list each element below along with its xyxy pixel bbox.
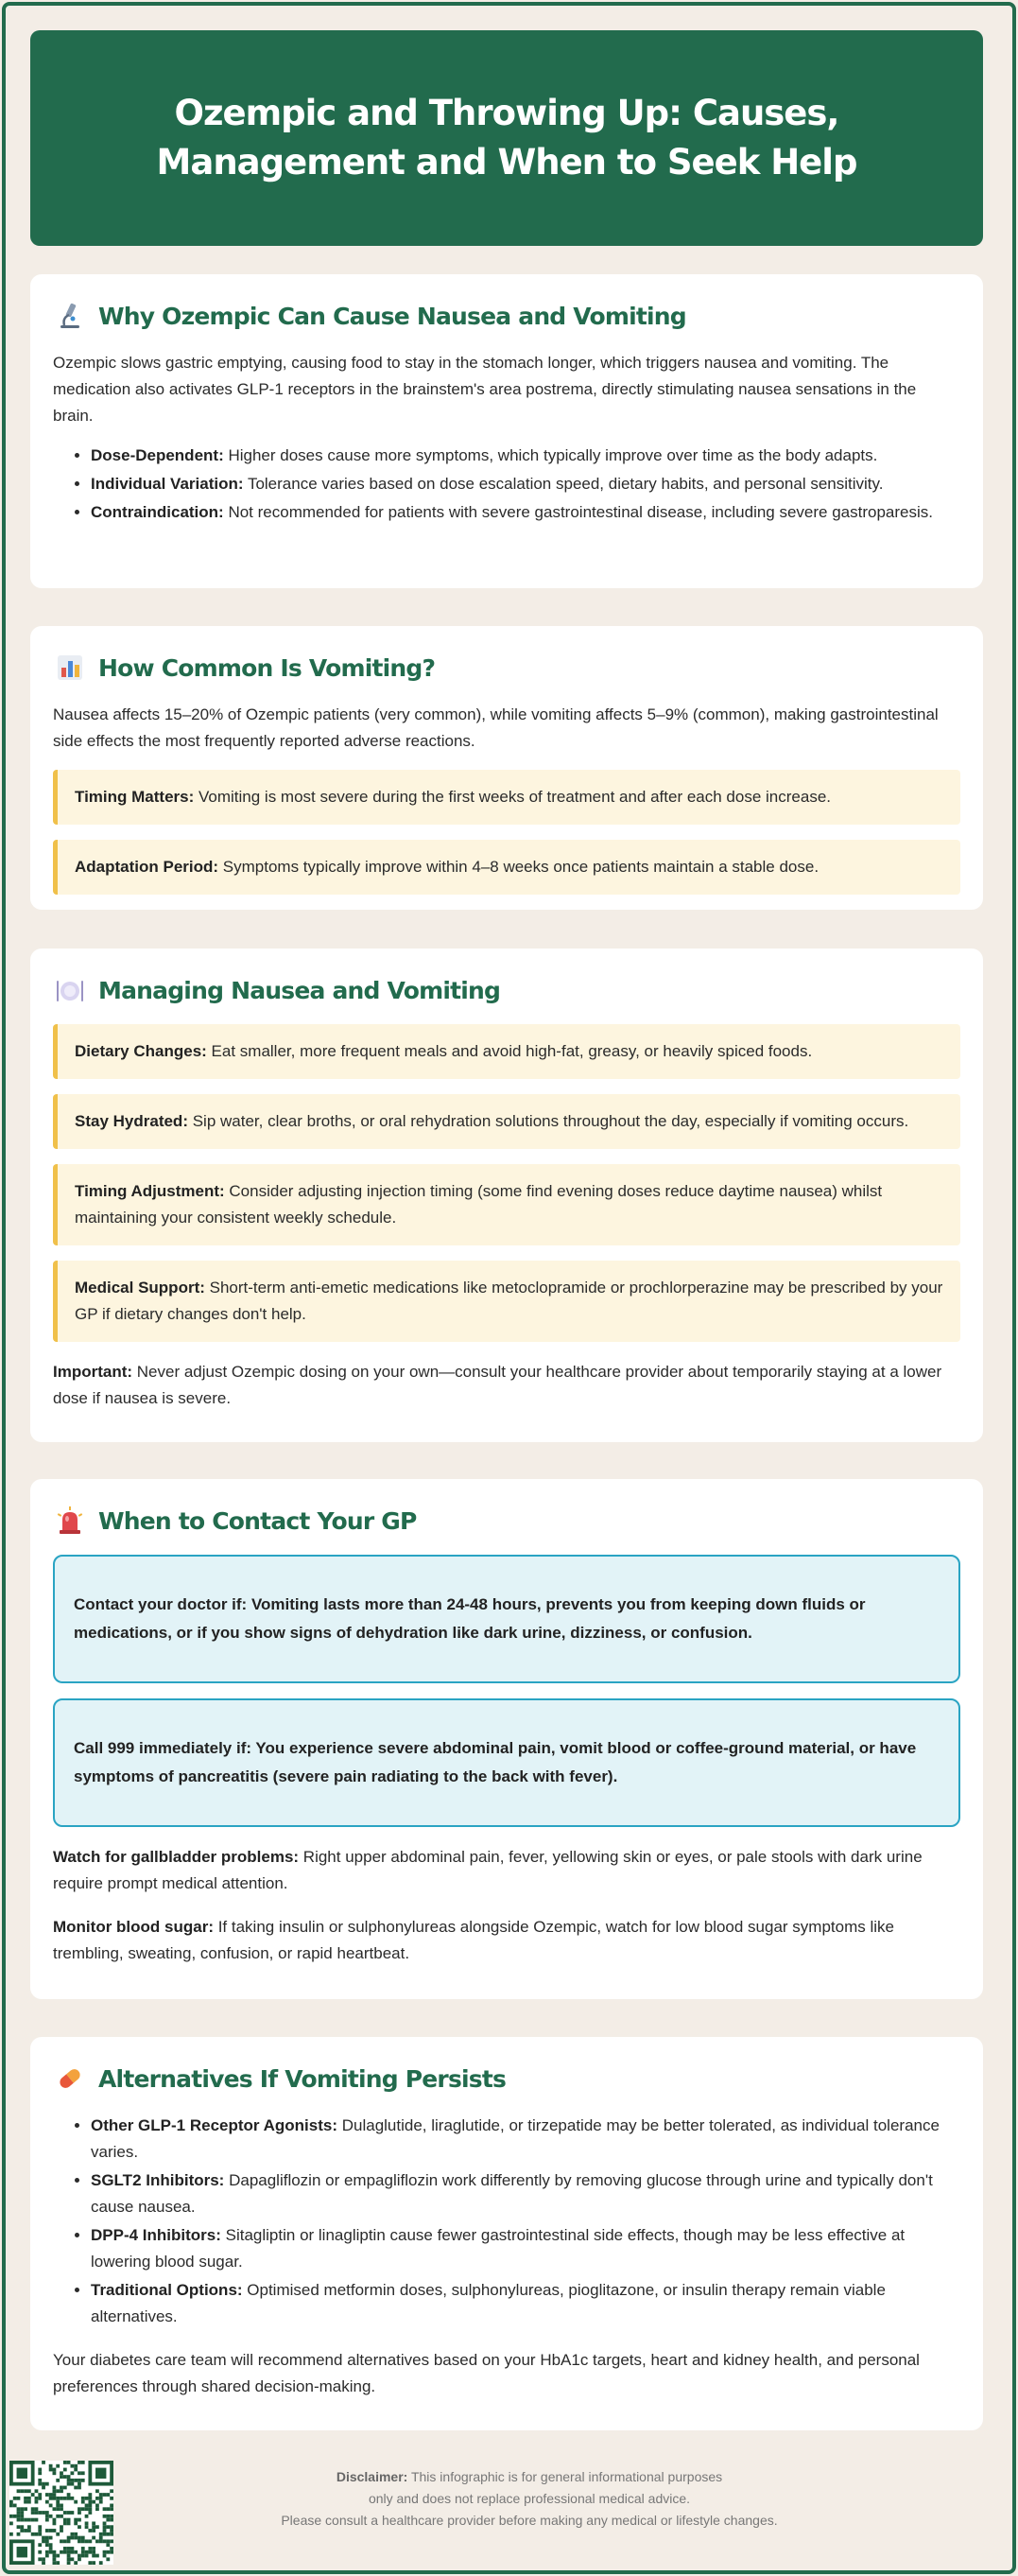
callout-note: Timing Adjustment: Consider adjusting injection timing (some find evening doses reduce daytime nausea) whilst maintaining your consistent weekly schedule. <box>53 1164 960 1245</box>
section-title: Alternatives If Vomiting Persists <box>98 2064 507 2093</box>
section-intro: Ozempic slows gastric emptying, causing food to stay in the stomach longer, which triggers nausea and vomiting. The medication also activates GLP-1 receptors in the brainstem's area postrema, directly stimulating nausea sensations in the brain. <box>53 354 917 425</box>
callout-note: Timing Matters: Vomiting is most severe during the first weeks of treatment and after each dose increase. <box>53 770 960 825</box>
bullet-list <box>53 443 960 526</box>
section-frequency <box>30 626 983 910</box>
section-management <box>30 949 983 1442</box>
section-title: When to Contact Your GP <box>98 1506 417 1535</box>
pill-icon <box>53 2062 87 2096</box>
qr-code-icon[interactable] <box>9 2461 113 2565</box>
callout-note: Dietary Changes: Eat smaller, more frequent meals and avoid high-fat, greasy, or heavily spiced foods. <box>53 1024 960 1079</box>
list-item: • Individual Variation: Tolerance varies based on dose escalation speed, dietary habits, and personal sensitivity. <box>91 471 960 497</box>
section-title: Managing Nausea and Vomiting <box>98 976 501 1004</box>
list-item: • Contraindication: Not recommended for patients with severe gastrointestinal disease, including severe gastroparesis. <box>91 499 960 526</box>
list-item: • SGLT2 Inhibitors: Dapagliflozin or empagliflozin work differently by removing glucose through urine and typically don't cause nausea. <box>91 2167 960 2220</box>
section-alternatives <box>30 2037 983 2430</box>
gallbladder-note: Watch for gallbladder problems: Right upper abdominal pain, fever, yellowing skin or eyes, or pale stools with dark urine require prompt medical attention. <box>53 1848 923 1892</box>
plate-icon <box>53 973 87 1007</box>
microscope-icon <box>53 299 87 333</box>
list-item: • DPP-4 Inhibitors: Sitagliptin or linagliptin cause fewer gastrointestinal side effects, though may be less effective at lowering blood sugar. <box>91 2222 960 2275</box>
page-title: Ozempic and Throwing Up: Causes, Management and When to Seek Help <box>156 93 857 183</box>
list-item: • Traditional Options: Optimised metformin doses, sulphonylureas, pioglitazone, or insulin therapy remain viable alternatives. <box>91 2277 960 2330</box>
blood-sugar-note: Monitor blood sugar: If taking insulin or sulphonylureas alongside Ozempic, watch for low blood sugar symptoms like trembling, sweating, confusion, or rapid heartbeat. <box>53 1918 894 1962</box>
siren-icon <box>53 1504 87 1538</box>
list-item: • Dose-Dependent: Higher doses cause more symptoms, which typically improve over time as the body adapts. <box>91 443 960 469</box>
callout-note: Adaptation Period: Symptoms typically improve within 4–8 weeks once patients maintain a stable dose. <box>53 840 960 895</box>
alert-call-999: Call 999 immediately if: You experience severe abdominal pain, vomit blood or coffee-ground material, or have symptoms of pancreatitis (severe pain radiating to the back with fever). <box>53 1698 960 1827</box>
section-causes <box>30 274 983 588</box>
section-title: Why Ozempic Can Cause Nausea and Vomiting <box>98 302 686 330</box>
disclaimer: Disclaimer: This infographic is for general informational purposes only and does not replace professional medical advice. Please consult a healthcare provider before making any medical or lifestyle changes. <box>281 2469 778 2528</box>
bar-chart-icon <box>53 651 87 685</box>
important-note: Important: Never adjust Ozempic dosing on your own—consult your healthcare provider about temporarily staying at a lower dose if nausea is severe. <box>53 1363 942 1407</box>
section-title: How Common Is Vomiting? <box>98 653 436 682</box>
section-intro: Nausea affects 15–20% of Ozempic patients (very common), while vomiting affects 5–9% (common), making gastrointestinal side effects the most frequently reported adverse reactions. <box>53 705 939 750</box>
section-outro: Your diabetes care team will recommend alternatives based on your HbA1c targets, heart and kidney health, and personal preferences through shared decision-making. <box>53 2351 920 2395</box>
callout-note: Stay Hydrated: Sip water, clear broths, or oral rehydration solutions throughout the day, especially if vomiting occurs. <box>53 1094 960 1149</box>
callout-note: Medical Support: Short-term anti-emetic medications like metoclopramide or prochlorperazine may be prescribed by your GP if dietary changes don't help. <box>53 1261 960 1342</box>
bullet-list <box>53 2113 960 2330</box>
section-contact-gp <box>30 1479 983 1999</box>
list-item: • Other GLP-1 Receptor Agonists: Dulaglutide, liraglutide, or tirzepatide may be better tolerated, as individual tolerance varies. <box>91 2113 960 2166</box>
alert-contact-doctor: Contact your doctor if: Vomiting lasts more than 24-48 hours, prevents you from keeping down fluids or medications, or if you show signs of dehydration like dark urine, dizziness, or confusion. <box>53 1555 960 1683</box>
header-banner <box>30 30 983 246</box>
